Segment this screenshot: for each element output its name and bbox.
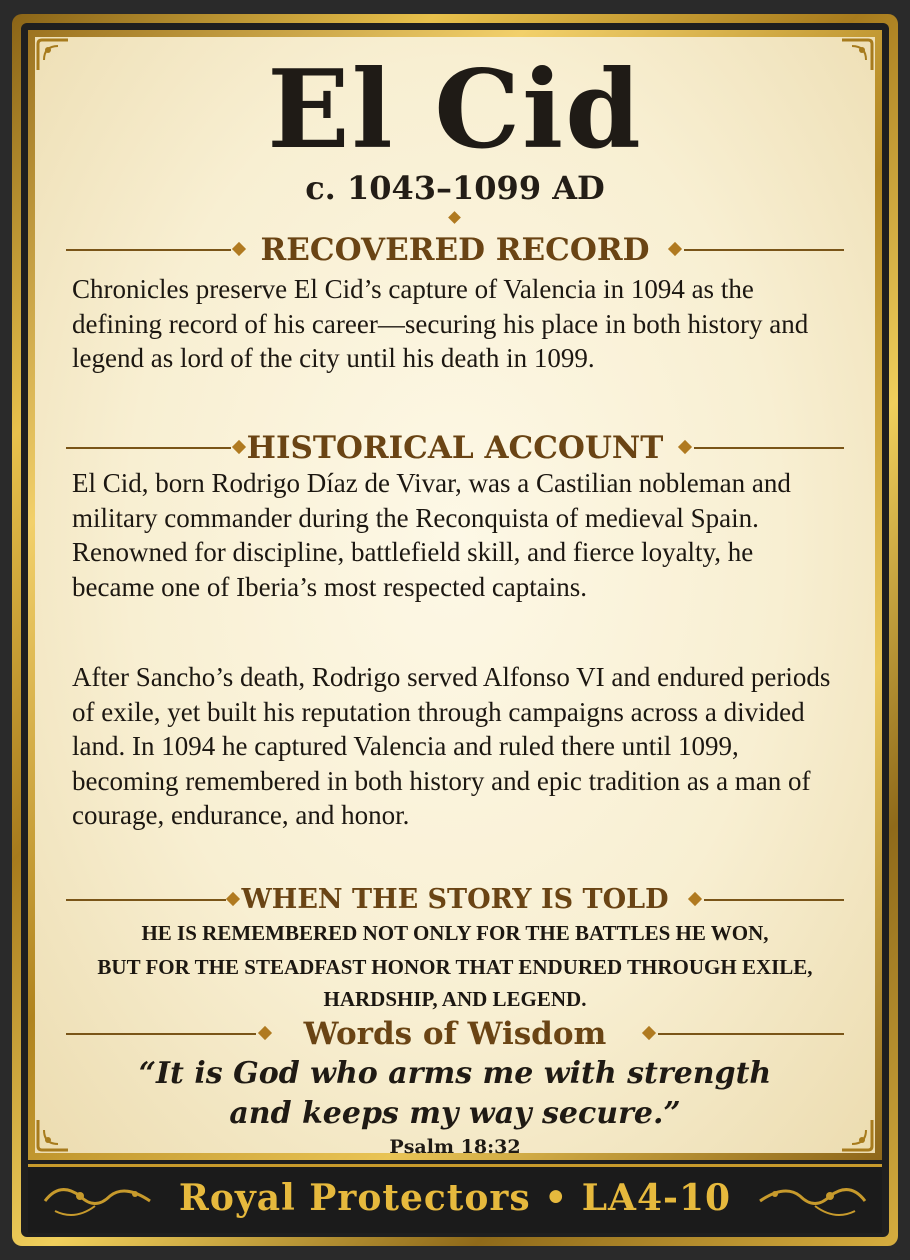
- lifespan-dates: c. 1043–1099 AD: [305, 169, 605, 207]
- story-line-3: HARDSHIP, AND LEGEND.: [323, 987, 587, 1011]
- recovered-record-heading: RECOVERED RECORD: [260, 232, 650, 268]
- historical-account-paragraph-2: After Sancho’s death, Rodrigo served Alfonso VI and endured periods of exile, yet built his reputation through campaigns across a divided land. In 1094 he captured Valencia and ruled there until 1099, becoming remembered in both history and epic tradition as a man of courage, endurance, and honor.: [72, 662, 831, 830]
- quote-citation: Psalm 18:32: [389, 1136, 521, 1158]
- quote-line-2: and keeps my way secure.”: [229, 1096, 681, 1131]
- series-label: Royal Protectors • LA4-10: [178, 1177, 732, 1219]
- historical-account-heading: HISTORICAL ACCOUNT: [246, 430, 664, 466]
- card-title: El Cid: [267, 47, 643, 173]
- section-heading-row: [66, 878, 844, 922]
- recovered-record-body: Chronicles preserve El Cid’s capture of Valencia in 1094 as the defining record of his career—securing his place in both history and legend as lord of the city until his death in 1099.: [72, 274, 809, 373]
- story-heading: WHEN THE STORY IS TOLD: [241, 884, 669, 915]
- historical-account-paragraph-1: El Cid, born Rodrigo Díaz de Vivar, was a Castilian nobleman and military commander during the Reconquista of medieval Spain. Renowned for discipline, battlefield skill, and fierce loyalty, he became one of Iberia’s most respected captains.: [72, 468, 791, 602]
- section-heading-row: [66, 1012, 844, 1056]
- story-line-2: BUT FOR THE STEADFAST HONOR THAT ENDURED THROUGH EXILE,: [97, 955, 813, 979]
- wisdom-heading: Words of Wisdom: [303, 1016, 607, 1052]
- quote-line-1: “It is God who arms me with strength: [138, 1056, 772, 1091]
- section-heading-row: [66, 426, 844, 470]
- story-line-1: HE IS REMEMBERED NOT ONLY FOR THE BATTLES HE WON,: [141, 921, 769, 945]
- section-heading-row: [66, 228, 844, 272]
